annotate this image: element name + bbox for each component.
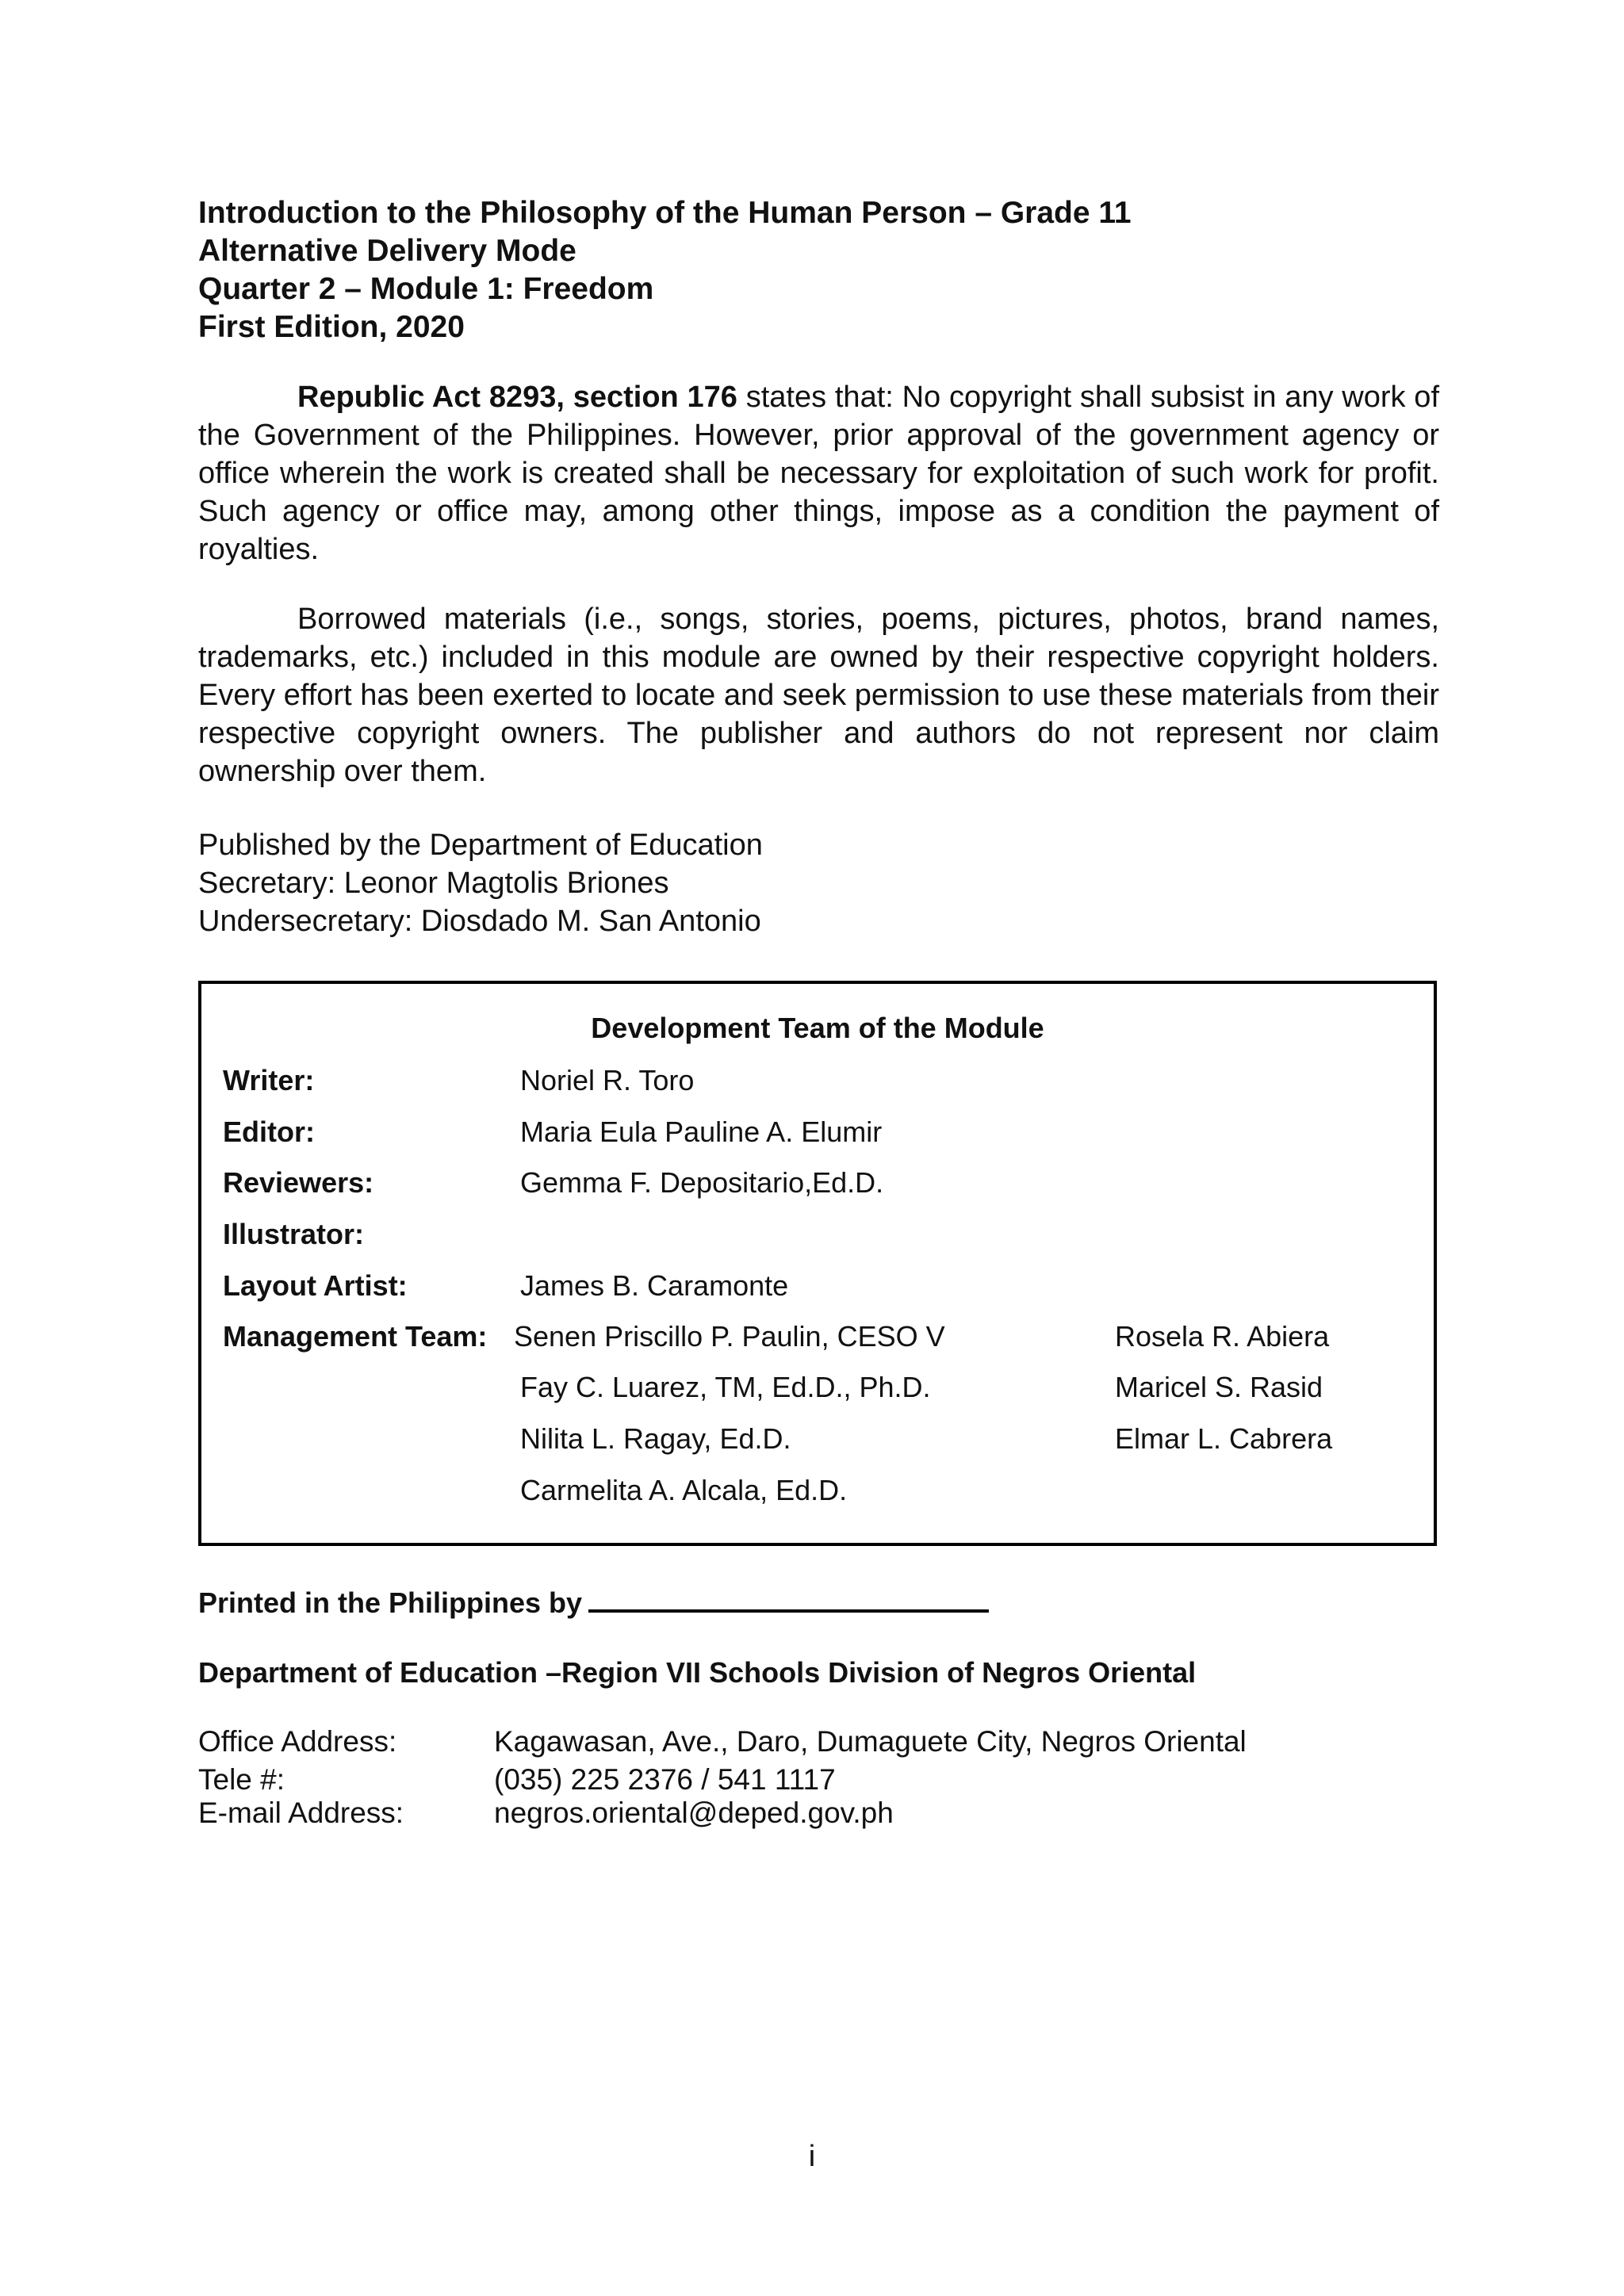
management-member: Nilita L. Ragay, Ed.D. [520, 1422, 791, 1455]
region-division-name: Department of Education –Region VII Schools Division of Negros Oriental [198, 1656, 1197, 1689]
reviewers-name: Gemma F. Depositario,Ed.D. [520, 1166, 884, 1199]
editor-name: Maria Eula Pauline A. Elumir [520, 1115, 883, 1148]
management-team-label: Management Team: [223, 1320, 488, 1353]
team-row-layout-artist [223, 1269, 1418, 1303]
email-value: negros.oriental@deped.gov.ph [494, 1797, 894, 1829]
team-row-management-2 [223, 1370, 1418, 1405]
development-team-box [198, 981, 1437, 1546]
layout-artist-name: James B. Caramonte [520, 1269, 789, 1302]
management-member: Carmelita A. Alcala, Ed.D. [520, 1474, 848, 1506]
management-member: Senen Priscillo P. Paulin, CESO V [514, 1320, 945, 1353]
module-title: Introduction to the Philosophy of the Human Person – Grade 11 [198, 196, 1132, 230]
reviewers-label: Reviewers: [223, 1166, 374, 1199]
printed-by-line [198, 1586, 989, 1621]
printed-by-label: Printed in the Philippines by [198, 1586, 583, 1619]
republic-act-reference: Republic Act 8293, section 176 [297, 381, 737, 414]
office-address-value: Kagawasan, Ave., Daro, Dumaguete City, Negros Oriental [494, 1725, 1247, 1758]
team-row-illustrator [223, 1217, 1418, 1252]
copyright-text: states that: No copyright shall subsist in any work of the Government of the Philippines. However, prior approval of the government agency or office wherein the work is created shall be necessary for exploitation of such work for profit. Such agency or office may, among other things, impose as a condition the payment of royalties. [198, 381, 1439, 566]
layout-artist-label: Layout Artist: [223, 1269, 408, 1302]
module-title-block [198, 194, 1439, 346]
team-row-writer [223, 1063, 1418, 1098]
copyright-paragraph [198, 378, 1439, 568]
team-row-editor [223, 1115, 1418, 1150]
team-row-management-4 [223, 1473, 1418, 1508]
publisher-block [198, 826, 1439, 940]
team-row-reviewers [223, 1165, 1418, 1200]
quarter-module: Quarter 2 – Module 1: Freedom [198, 272, 654, 306]
management-member: Elmar L. Cabrera [1115, 1422, 1333, 1455]
page-content [198, 194, 1439, 1829]
team-row-management-3 [223, 1422, 1418, 1456]
management-member: Fay C. Luarez, TM, Ed.D., Ph.D. [520, 1371, 931, 1403]
management-member: Rosela R. Abiera [1115, 1320, 1330, 1353]
email-label: E-mail Address: [198, 1797, 404, 1829]
illustrator-label: Illustrator: [223, 1218, 365, 1250]
published-by: Published by the Department of Education [198, 828, 763, 862]
page-number: i [808, 2140, 816, 2173]
office-address-label: Office Address: [198, 1725, 397, 1758]
editor-label: Editor: [223, 1115, 315, 1148]
writer-label: Writer: [223, 1064, 315, 1096]
secretary: Secretary: Leonor Magtolis Briones [198, 867, 669, 900]
development-team-heading: Development Team of the Module [591, 1012, 1044, 1044]
borrowed-materials-paragraph: Borrowed materials (i.e., songs, stories, poems, pictures, photos, brand names, trademarks, etc.) included in this module are owned by their respective copyright holders. Every effort has been exerted to locate and seek permission to use these materials from their respective copyright owners. The publisher and authors do not represent nor claim ownership over them. [198, 603, 1439, 788]
team-row-management-1 [223, 1319, 1418, 1354]
printer-blank-line [588, 1586, 989, 1613]
telephone-label: Tele #: [198, 1763, 285, 1796]
management-member: Maricel S. Rasid [1115, 1371, 1323, 1403]
telephone-value: (035) 225 2376 / 541 1117 [494, 1763, 836, 1796]
undersecretary: Undersecretary: Diosdado M. San Antonio [198, 905, 761, 938]
delivery-mode: Alternative Delivery Mode [198, 234, 576, 268]
writer-name: Noriel R. Toro [520, 1064, 695, 1096]
edition: First Edition, 2020 [198, 310, 465, 344]
